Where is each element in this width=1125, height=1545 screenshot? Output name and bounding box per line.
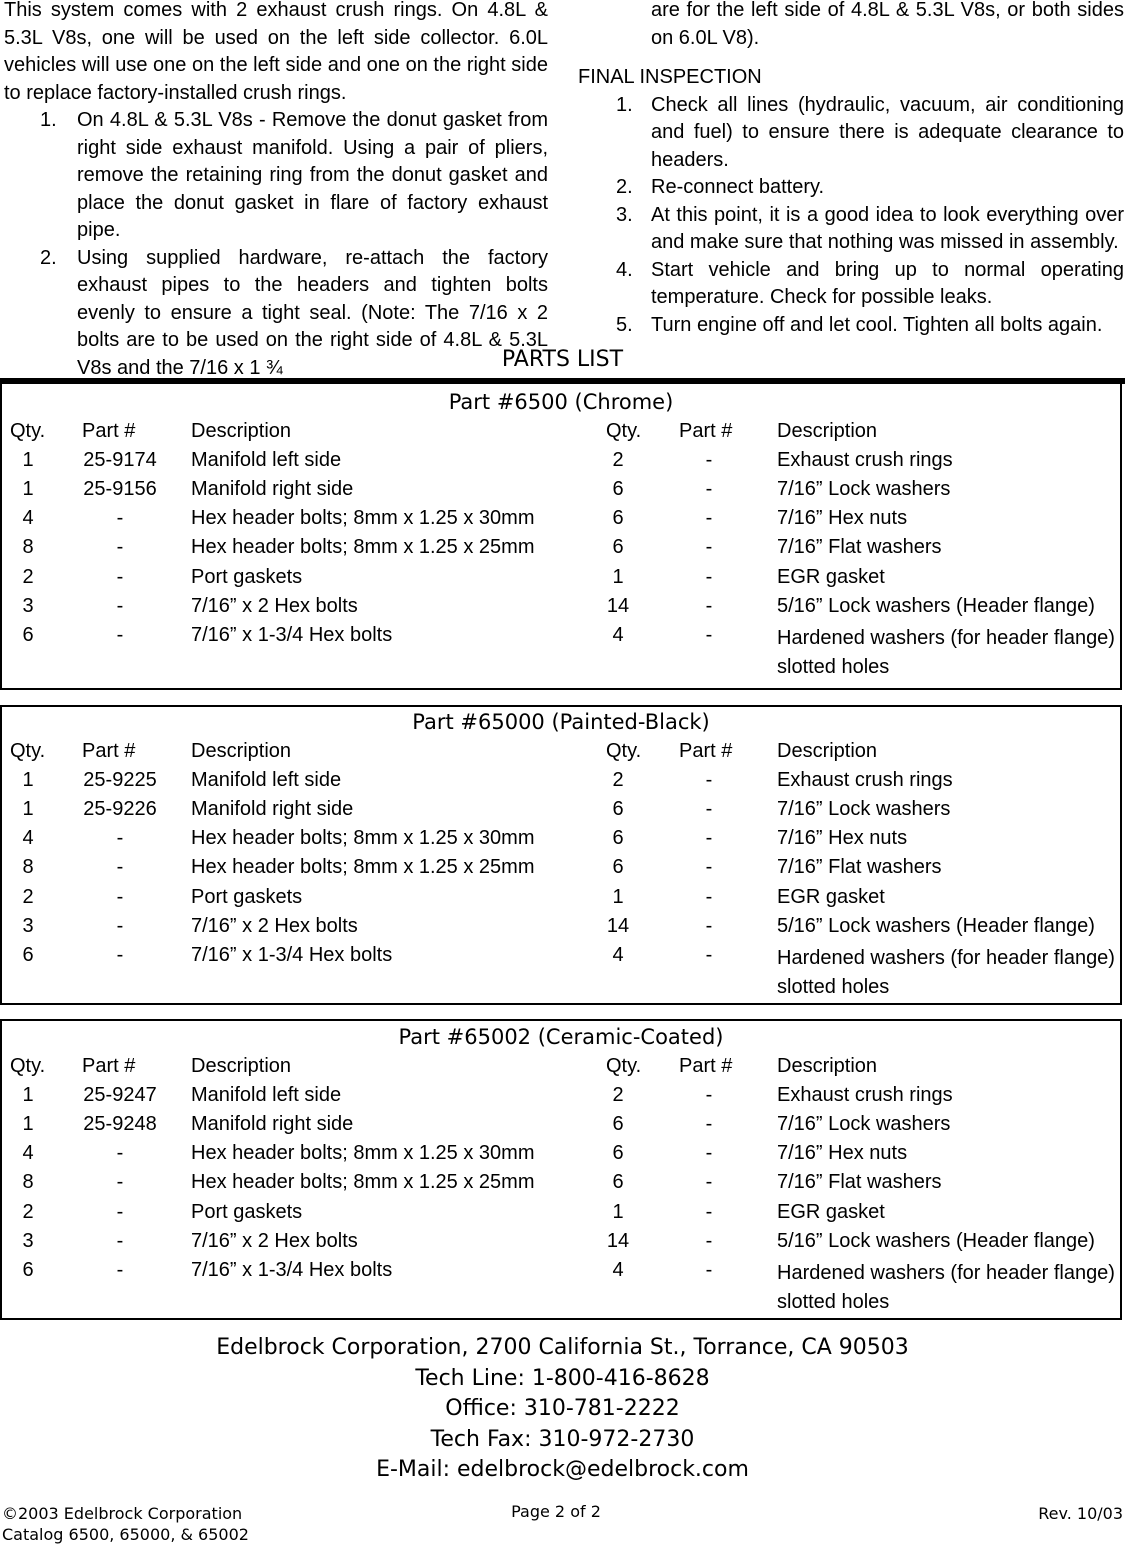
description-cell: 7/16” Hex nuts [777,1142,908,1165]
description-text: Hardened washers (for header flange) [777,626,1115,649]
description-cell: 7/16” x 1-3/4 Hex bolts [191,1258,393,1281]
step-text: Check all lines (hydraulic, vacuum, air conditioning and fuel) to ensure there is adequate clearance to headers. [651,93,1124,171]
install-steps [4,107,548,382]
qty-cell: 6 [612,856,624,879]
part-number-cell: 25-9156 [83,478,157,501]
table-row [2,595,1120,624]
final-inspection-heading: FINAL INSPECTION [578,66,762,88]
qty-cell: 8 [22,536,34,559]
list-item [578,257,1124,312]
parts-box [0,705,1122,1005]
qty-cell: 8 [22,1171,34,1194]
table-row [2,478,1120,507]
part-number-cell: - [116,856,124,879]
qty-cell: 8 [22,856,34,879]
part-number-cell: - [705,1084,713,1107]
column-header-qty: Qty. [606,740,642,762]
part-number-cell: - [705,1229,713,1252]
description-cell: Hex header bolts; 8mm x 1.25 x 30mm [191,827,535,850]
part-number-cell: - [705,1142,713,1165]
qty-cell: 3 [22,914,34,937]
column-header-qty: Qty. [606,420,642,442]
description-continuation: slotted holes [777,975,890,998]
description-cell: Exhaust crush rings [777,769,953,792]
part-number-cell: - [116,1200,124,1223]
table-header-row [2,740,1120,769]
column-header-desc: Description [191,740,292,762]
description-cell: Exhaust crush rings [777,449,953,472]
part-number-cell: - [116,943,124,966]
list-item [578,174,1124,202]
step-number: 5. [616,313,633,336]
part-number-cell: - [705,856,713,879]
description-cell: Port gaskets [191,885,303,908]
description-cell: Port gaskets [191,565,303,588]
qty-cell: 2 [22,1200,34,1223]
company-address: Edelbrock Corporation, 2700 California St., Torrance, CA 90503 [216,1335,909,1360]
qty-cell: 6 [612,536,624,559]
tech-line: Tech Line: 1-800-416-8628 [415,1365,710,1391]
part-number-cell: - [705,885,713,908]
qty-cell: 14 [606,594,630,617]
part-number-cell: - [116,1171,124,1194]
description-cell: 7/16” x 1-3/4 Hex bolts [191,623,393,646]
step-text: Using supplied hardware, re-attach the factory exhaust pipes to the headers and tighten bolts evenly to ensure a tight seal. (Note: The 7/16 x 2 bolts are to be used on the right side of 4.8L & 5.3L V8s and the 7/16 x 1 ¾ [77,246,548,379]
part-number-cell: - [705,1200,713,1223]
list-item [578,202,1124,257]
tech-fax: Tech Fax: 310-972-2730 [430,1426,695,1452]
column-header-qty: Qty. [10,740,46,762]
step-continuation: are for the left side of 4.8L & 5.3L V8s, or both sides on 6.0L V8). [651,0,1124,49]
column-header-part: Part # [679,740,733,762]
contact-block [0,1333,1125,1486]
step-number: 3. [616,203,633,226]
column-header-qty: Qty. [606,1055,642,1077]
qty-cell: 6 [22,943,34,966]
part-number-cell: - [116,536,124,559]
description-cell: 5/16” Lock washers (Header flange) [777,1229,1095,1252]
column-header-part: Part # [679,1055,733,1077]
table-row [2,769,1120,798]
part-number-cell: - [705,449,713,472]
step-number: 2. [616,176,633,198]
qty-cell: 6 [612,1142,624,1165]
part-number-cell: - [116,1142,124,1165]
description-cell: Exhaust crush rings [777,1084,953,1107]
column-header-qty: Qty. [10,1055,46,1077]
table-row [2,915,1120,944]
column-header-part: Part # [82,740,136,762]
part-number-cell: - [116,623,124,646]
description-cell: 7/16” x 2 Hex bolts [191,594,358,617]
part-number-cell: 25-9174 [83,449,157,472]
description-cell: Hex header bolts; 8mm x 1.25 x 25mm [191,1171,535,1194]
list-item [578,92,1124,175]
column-header-part: Part # [82,1055,136,1077]
description-text: Hardened washers (for header flange) [777,1261,1115,1284]
qty-cell: 2 [612,769,624,792]
right-column [578,0,1124,339]
qty-cell: 4 [612,1258,624,1281]
description-cell [777,1259,1119,1317]
description-cell: 7/16” x 2 Hex bolts [191,914,358,937]
description-cell: EGR gasket [777,565,885,588]
qty-cell: 1 [22,798,34,821]
part-number-cell: - [116,594,124,617]
description-text: Hardened washers (for header flange) [777,946,1115,969]
qty-cell: 1 [22,1084,34,1107]
qty-cell: 4 [22,507,34,530]
table-row [2,1171,1120,1200]
intro-paragraph: This system comes with 2 exhaust crush rings. On 4.8L & 5.3L V8s, one will be used on the left side collector. 6.0L vehicles will use one on the left side and one on the right side to replace factory-installed crush rings. [4,0,548,104]
list-item [4,107,548,245]
table-row [2,944,1120,1002]
list-item [578,312,1124,340]
qty-cell: 6 [612,478,624,501]
description-cell: Manifold left side [191,1084,342,1107]
description-cell: 7/16” Lock washers [777,1113,951,1136]
part-number-cell: - [705,507,713,530]
final-inspection-steps [578,92,1124,340]
qty-cell: 1 [22,1113,34,1136]
description-cell: EGR gasket [777,885,885,908]
part-number-cell: - [705,1113,713,1136]
description-cell: Manifold left side [191,769,342,792]
description-cell: Hex header bolts; 8mm x 1.25 x 30mm [191,1142,535,1165]
description-cell: 7/16” Flat washers [777,1171,942,1194]
description-cell: Hex header bolts; 8mm x 1.25 x 30mm [191,507,535,530]
part-number-cell: - [705,1258,713,1281]
part-number-cell: - [705,623,713,646]
parts-box [0,380,1122,690]
column-header-desc: Description [777,1055,878,1077]
parts-box [0,1019,1122,1320]
step-text: Turn engine off and let cool. Tighten all bolts again. [651,313,1103,336]
part-number-cell: - [116,507,124,530]
description-cell: 7/16” Flat washers [777,856,942,879]
qty-cell: 6 [612,507,624,530]
column-header-desc: Description [777,420,878,442]
email: E-Mail: edelbrock@edelbrock.com [376,1457,749,1482]
description-cell: 7/16” Hex nuts [777,827,908,850]
part-number-cell: - [705,565,713,588]
copyright: ©2003 Edelbrock Corporation [2,1504,243,1523]
step-number: 1. [616,93,633,116]
qty-cell: 4 [22,1142,34,1165]
qty-cell: 1 [612,1200,624,1223]
office-phone: Office: 310-781-2222 [445,1396,680,1421]
table-row [2,566,1120,595]
description-cell: Manifold right side [191,1113,354,1136]
step-text: On 4.8L & 5.3L V8s - Remove the donut gasket from right side exhaust manifold. Using a pair of pliers, remove the retaining ring from the donut gasket and place the donut gasket in flare of factory exhaust pipe. [77,109,548,241]
column-header-desc: Description [191,420,292,442]
description-cell: 7/16” x 2 Hex bolts [191,1229,358,1252]
table-header-row [2,1055,1120,1084]
qty-cell: 3 [22,594,34,617]
description-cell: EGR gasket [777,1200,885,1223]
part-number-cell: - [116,914,124,937]
qty-cell: 2 [22,565,34,588]
description-cell: 7/16” Flat washers [777,536,942,559]
parts-box-title: Part #6500 (Chrome) [448,390,674,414]
step-text: At this point, it is a good idea to look everything over and make sure that nothing was missed in assembly. [651,203,1124,253]
table-row [2,449,1120,478]
table-row [2,1259,1120,1317]
step-number: 1. [40,109,57,131]
part-number-cell: 25-9226 [83,798,157,821]
column-header-part: Part # [679,420,733,442]
qty-cell: 2 [612,449,624,472]
table-row [2,1142,1120,1171]
description-cell: 7/16” Lock washers [777,798,951,821]
description-cell: 7/16” x 1-3/4 Hex bolts [191,943,393,966]
qty-cell: 1 [22,449,34,472]
column-header-desc: Description [777,740,878,762]
part-number-cell: - [116,827,124,850]
parts-box-title: Part #65002 (Ceramic-Coated) [398,1025,724,1049]
part-number-cell: - [116,1229,124,1252]
qty-cell: 1 [22,478,34,501]
left-column [4,0,548,382]
qty-cell: 6 [22,623,34,646]
step-text: Start vehicle and bring up to normal operating temperature. Check for possible leaks. [651,258,1124,308]
description-cell: Hex header bolts; 8mm x 1.25 x 25mm [191,536,535,559]
part-number-cell: 25-9225 [83,769,157,792]
parts-list-title: PARTS LIST [501,347,624,372]
qty-cell: 14 [606,914,630,937]
part-number-cell: - [705,798,713,821]
description-continuation: slotted holes [777,1290,890,1313]
qty-cell: 6 [612,1113,624,1136]
qty-cell: 3 [22,1229,34,1252]
table-row [2,798,1120,827]
description-cell: 5/16” Lock washers (Header flange) [777,914,1095,937]
table-row [2,624,1120,682]
column-header-desc: Description [191,1055,292,1077]
qty-cell: 2 [22,885,34,908]
description-cell [777,624,1119,682]
part-number-cell: - [705,536,713,559]
qty-cell: 4 [612,623,624,646]
table-row [2,827,1120,856]
table-row [2,886,1120,915]
part-number-cell: - [705,943,713,966]
qty-cell: 4 [22,827,34,850]
description-cell [777,944,1119,1002]
step-number: 2. [40,246,57,269]
qty-cell: 6 [612,1171,624,1194]
part-number-cell: - [705,1171,713,1194]
column-header-qty: Qty. [10,420,46,442]
description-cell: 7/16” Hex nuts [777,507,908,530]
column-header-part: Part # [82,420,136,442]
part-number-cell: - [705,827,713,850]
description-continuation: slotted holes [777,655,890,678]
part-number-cell: - [705,914,713,937]
revision: Rev. 10/03 [1038,1504,1123,1523]
qty-cell: 1 [612,565,624,588]
part-number-cell: - [705,769,713,792]
part-number-cell: - [705,594,713,617]
part-number-cell: - [116,885,124,908]
qty-cell: 4 [612,943,624,966]
table-row [2,536,1120,565]
qty-cell: 2 [612,1084,624,1107]
step-text: Re-connect battery. [651,176,825,198]
part-number-cell: 25-9248 [83,1113,157,1136]
page-number: Page 2 of 2 [511,1502,601,1521]
qty-cell: 14 [606,1229,630,1252]
description-cell: Port gaskets [191,1200,303,1223]
qty-cell: 6 [22,1258,34,1281]
parts-box-title: Part #65000 (Painted-Black) [412,710,710,734]
description-cell: Manifold left side [191,449,342,472]
part-number-cell: - [705,478,713,501]
table-row [2,1230,1120,1259]
catalog-numbers: Catalog 6500, 65000, & 65002 [2,1525,249,1544]
qty-cell: 1 [22,769,34,792]
table-row [2,1201,1120,1230]
part-number-cell: 25-9247 [83,1084,157,1107]
table-row [2,1084,1120,1113]
table-header-row [2,420,1120,449]
table-row [2,856,1120,885]
table-row [2,507,1120,536]
description-cell: Hex header bolts; 8mm x 1.25 x 25mm [191,856,535,879]
description-cell: Manifold right side [191,798,354,821]
qty-cell: 6 [612,827,624,850]
description-cell: 7/16” Lock washers [777,478,951,501]
part-number-cell: - [116,565,124,588]
description-cell: 5/16” Lock washers (Header flange) [777,594,1095,617]
step-number: 4. [616,258,633,281]
table-row [2,1113,1120,1142]
qty-cell: 1 [612,885,624,908]
description-cell: Manifold right side [191,478,354,501]
qty-cell: 6 [612,798,624,821]
part-number-cell: - [116,1258,124,1281]
